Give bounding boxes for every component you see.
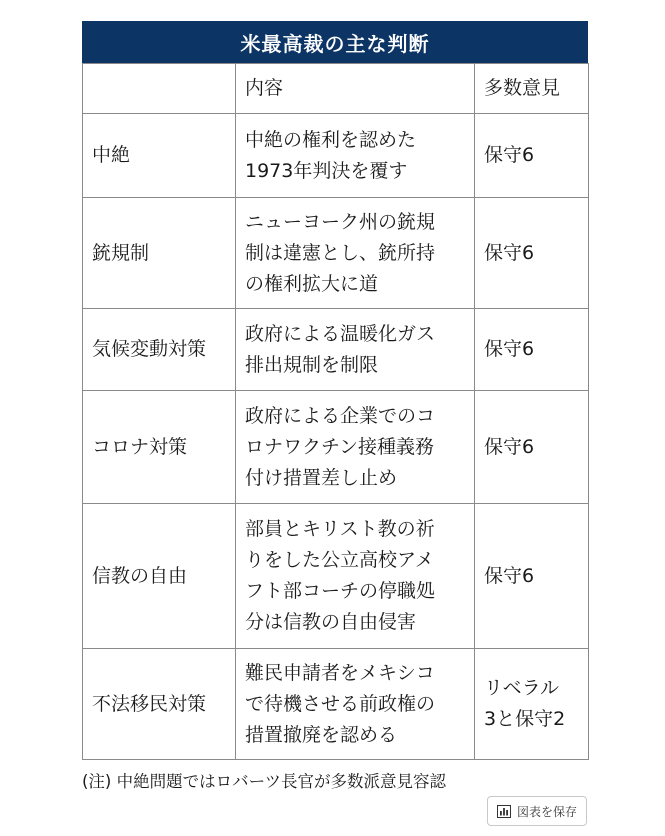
row-majority: [475, 391, 589, 504]
row-topic: 信教の自由: [83, 504, 236, 649]
table-row: [83, 309, 589, 391]
rulings-table: [82, 63, 589, 760]
content-line: の権利拡大に道: [245, 272, 379, 295]
majority-line: 保守6: [484, 144, 535, 166]
content-line: 政府による温暖化ガス: [245, 322, 436, 345]
save-button-label: 図表を保存: [516, 804, 577, 819]
row-topic: 気候変動対策: [83, 309, 236, 391]
content-line: 1973年判決を覆す: [245, 159, 408, 182]
majority-line: 保守6: [484, 241, 535, 264]
content-line: 付け措置差し止め: [245, 466, 398, 489]
majority-line: リベラル: [484, 677, 560, 699]
content-line: 難民申請者をメキシコ: [245, 661, 435, 684]
table-row: [83, 504, 589, 649]
row-majority: [475, 198, 589, 309]
row-topic: 不法移民対策: [83, 649, 236, 760]
row-topic: 中絶: [83, 114, 236, 198]
footnote: (注) 中絶問題ではロバーツ長官が多数派意見容認: [82, 772, 446, 791]
save-figure-button[interactable]: [487, 796, 587, 826]
table-row: [83, 391, 589, 504]
header-majority: 多数意見: [475, 64, 589, 114]
row-content: [236, 198, 475, 309]
content-line: 中絶の権利を認めた: [245, 128, 417, 151]
content-line: ロナワクチン接種義務: [245, 435, 435, 458]
row-content: [236, 309, 475, 391]
majority-line: 3と保守2: [484, 708, 566, 730]
row-topic: コロナ対策: [83, 391, 236, 504]
majority-line: 保守6: [484, 564, 535, 587]
table-row: [83, 198, 589, 309]
content-line: 部員とキリスト教の祈: [245, 518, 435, 540]
ruling-table-figure: [82, 21, 588, 792]
table-title: 米最高裁の主な判断: [82, 21, 588, 63]
content-line: 分は信教の自由侵害: [245, 611, 417, 633]
table-row: [83, 649, 589, 760]
content-line: フト部コーチの停職処: [245, 580, 436, 602]
row-majority: [475, 504, 589, 649]
row-content: [236, 114, 475, 198]
row-majority: [475, 649, 589, 760]
content-line: 政府による企業でのコ: [245, 404, 436, 427]
content-line: 措置撤廃を認める: [245, 723, 398, 746]
row-topic: 銃規制: [83, 198, 236, 309]
row-content: [236, 504, 475, 649]
row-content: [236, 649, 475, 760]
table-body: [83, 64, 589, 760]
header-row: [83, 64, 589, 114]
row-majority: [475, 114, 589, 198]
content-line: りをした公立高校アメ: [245, 549, 434, 571]
content-line: で待機させる前政権の: [245, 692, 436, 715]
majority-line: 保守6: [484, 435, 535, 458]
row-content: [236, 391, 475, 504]
header-content: 内容: [236, 64, 475, 114]
bar-chart-icon: [497, 805, 511, 818]
majority-line: 保守6: [484, 338, 535, 360]
row-majority: [475, 309, 589, 391]
content-line: 排出規制を制限: [245, 353, 379, 376]
content-line: 制は違憲とし、銃所持: [245, 241, 436, 264]
table-row: [83, 114, 589, 198]
content-line: ニューヨーク州の銃規: [245, 210, 436, 233]
header-topic: [83, 64, 236, 114]
